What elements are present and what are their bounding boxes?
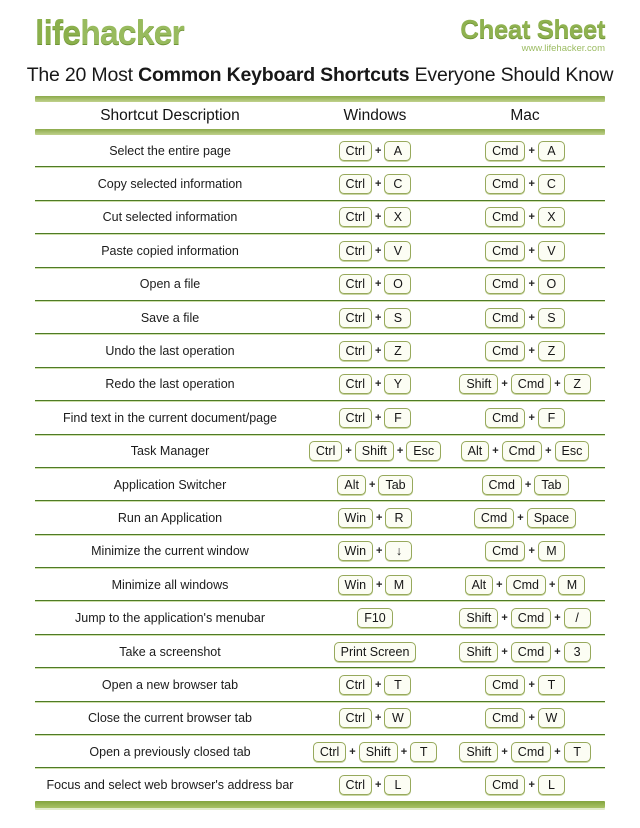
key-cap: Cmd xyxy=(485,274,525,294)
windows-keys xyxy=(305,308,445,328)
windows-keys xyxy=(305,374,445,394)
key-cap: Cmd xyxy=(485,541,525,561)
table-row xyxy=(35,669,605,700)
key-cap: Shift xyxy=(359,742,398,762)
table-bottom-bar xyxy=(35,801,605,808)
plus-separator: + xyxy=(375,678,382,691)
plus-separator: + xyxy=(396,445,404,458)
plus-separator: + xyxy=(554,612,561,625)
shortcut-description: Redo the last operation xyxy=(105,377,235,392)
plus-separator: + xyxy=(501,378,508,391)
mac-keys xyxy=(445,775,605,795)
key-cap: Cmd xyxy=(506,575,546,595)
key-cap: T xyxy=(410,742,437,762)
table-row xyxy=(35,269,605,300)
plus-separator: + xyxy=(375,211,382,224)
shortcut-description: Open a file xyxy=(139,277,201,292)
shortcut-description: Paste copied information xyxy=(101,243,239,258)
key-cap: Ctrl xyxy=(339,308,372,328)
table-row xyxy=(35,636,605,667)
key-cap: Cmd xyxy=(511,642,551,662)
shortcut-description: Task Manager xyxy=(130,444,210,459)
column-header-mac: Mac xyxy=(510,106,540,124)
mac-keys xyxy=(445,508,605,528)
shortcut-description: Focus and select web browser's address bar xyxy=(46,778,294,793)
mac-keys xyxy=(445,541,605,561)
mac-keys xyxy=(445,742,605,762)
mac-keys xyxy=(445,408,605,428)
key-cap: Alt xyxy=(465,575,494,595)
key-cap: Shift xyxy=(459,642,498,662)
key-cap: Cmd xyxy=(511,608,551,628)
plus-separator: + xyxy=(375,411,382,424)
table-row xyxy=(35,369,605,400)
windows-keys xyxy=(305,341,445,361)
key-cap: Tab xyxy=(378,475,412,495)
mac-keys xyxy=(445,274,605,294)
key-cap: L xyxy=(384,775,411,795)
mac-keys xyxy=(445,708,605,728)
plus-separator: + xyxy=(376,511,383,524)
windows-keys xyxy=(305,141,445,161)
key-cap: Cmd xyxy=(485,408,525,428)
mac-keys xyxy=(445,642,605,662)
shortcut-description: Cut selected information xyxy=(102,210,238,225)
key-cap: Ctrl xyxy=(339,274,372,294)
key-cap: Esc xyxy=(406,441,441,461)
plus-separator: + xyxy=(528,779,535,792)
plus-separator: + xyxy=(496,578,503,591)
key-cap: Ctrl xyxy=(339,174,372,194)
plus-separator: + xyxy=(528,144,535,157)
key-cap: 3 xyxy=(564,642,591,662)
table-row xyxy=(35,769,605,800)
key-cap: M xyxy=(385,575,412,595)
table-row xyxy=(35,335,605,366)
plus-separator: + xyxy=(375,144,382,157)
windows-keys xyxy=(305,575,445,595)
table-row xyxy=(35,135,605,166)
key-cap: Ctrl xyxy=(339,341,372,361)
plus-separator: + xyxy=(501,645,508,658)
shortcut-description: Copy selected information xyxy=(97,177,243,192)
key-cap: Shift xyxy=(355,441,394,461)
windows-keys xyxy=(305,775,445,795)
key-cap: Cmd xyxy=(485,775,525,795)
key-cap: T xyxy=(538,675,565,695)
key-cap: Z xyxy=(538,341,565,361)
badge-title: Cheat Sheet xyxy=(460,14,605,44)
mac-keys xyxy=(445,374,605,394)
key-cap: Cmd xyxy=(485,207,525,227)
plus-separator: + xyxy=(375,278,382,291)
shortcut-description: Run an Application xyxy=(117,510,223,525)
title-suffix: Everyone Should Know xyxy=(409,64,614,86)
windows-keys xyxy=(305,642,445,662)
title-prefix: The 20 Most xyxy=(26,64,139,86)
table-row xyxy=(35,703,605,734)
plus-separator: + xyxy=(376,578,383,591)
windows-keys xyxy=(305,441,445,461)
plus-separator: + xyxy=(554,378,561,391)
windows-keys xyxy=(305,541,445,561)
plus-separator: + xyxy=(528,278,535,291)
key-cap: X xyxy=(538,207,565,227)
plus-separator: + xyxy=(554,645,561,658)
mac-keys xyxy=(445,207,605,227)
column-header-windows: Windows xyxy=(343,106,407,124)
windows-keys xyxy=(305,475,445,495)
plus-separator: + xyxy=(375,178,382,191)
key-cap: F xyxy=(384,408,411,428)
plus-separator: + xyxy=(549,578,556,591)
plus-separator: + xyxy=(375,712,382,725)
key-cap: Cmd xyxy=(485,308,525,328)
key-cap: Tab xyxy=(534,475,568,495)
plus-separator: + xyxy=(545,445,552,458)
key-cap: Y xyxy=(384,374,411,394)
key-cap: Cmd xyxy=(485,708,525,728)
title-bold: Common Keyboard Shortcuts xyxy=(138,64,410,86)
table-row xyxy=(35,235,605,266)
shortcut-description: Open a new browser tab xyxy=(101,677,239,692)
shortcut-description: Undo the last operation xyxy=(105,344,235,359)
key-cap: Cmd xyxy=(511,742,551,762)
key-cap: R xyxy=(385,508,412,528)
table-header-row xyxy=(35,102,605,129)
key-cap: Space xyxy=(527,508,576,528)
table-row xyxy=(35,469,605,500)
mac-keys xyxy=(445,341,605,361)
plus-separator: + xyxy=(345,445,352,458)
key-cap: Shift xyxy=(459,742,498,762)
shortcut-description: Select the entire page xyxy=(109,143,231,158)
key-cap: Ctrl xyxy=(339,141,372,161)
shortcut-description: Minimize the current window xyxy=(91,544,249,559)
plus-separator: + xyxy=(376,545,383,558)
key-cap: Cmd xyxy=(482,475,522,495)
plus-separator: + xyxy=(528,545,535,558)
windows-keys xyxy=(305,241,445,261)
key-cap: Ctrl xyxy=(309,441,342,461)
key-cap: Ctrl xyxy=(339,241,372,261)
key-cap: V xyxy=(538,241,565,261)
plus-separator: + xyxy=(554,745,561,758)
key-cap: Ctrl xyxy=(313,742,346,762)
key-cap: Cmd xyxy=(485,341,525,361)
windows-keys xyxy=(305,508,445,528)
mac-keys xyxy=(445,174,605,194)
key-cap: Ctrl xyxy=(339,775,372,795)
table-row xyxy=(35,502,605,533)
cheat-sheet-badge xyxy=(460,16,605,54)
plus-separator: + xyxy=(528,178,535,191)
plus-separator: + xyxy=(528,311,535,324)
key-cap: W xyxy=(538,708,565,728)
windows-keys xyxy=(305,274,445,294)
mac-keys xyxy=(445,141,605,161)
key-cap: Cmd xyxy=(485,141,525,161)
page-title xyxy=(0,62,640,88)
key-cap: Z xyxy=(384,341,411,361)
key-cap: C xyxy=(538,174,565,194)
key-cap: M xyxy=(538,541,565,561)
key-cap: Cmd xyxy=(485,241,525,261)
mac-keys xyxy=(445,608,605,628)
table-row xyxy=(35,536,605,567)
plus-separator: + xyxy=(528,211,535,224)
table-body xyxy=(35,135,605,801)
windows-keys xyxy=(305,742,445,762)
mac-keys xyxy=(445,441,605,461)
plus-separator: + xyxy=(375,779,382,792)
key-cap: L xyxy=(538,775,565,795)
key-cap: Cmd xyxy=(485,174,525,194)
key-cap: S xyxy=(384,308,411,328)
key-cap: O xyxy=(384,274,411,294)
table-row xyxy=(35,402,605,433)
windows-keys xyxy=(305,675,445,695)
mac-keys xyxy=(445,241,605,261)
key-cap: S xyxy=(538,308,565,328)
plus-separator: + xyxy=(375,244,382,257)
shortcut-description: Minimize all windows xyxy=(111,577,229,592)
plus-separator: + xyxy=(528,678,535,691)
plus-separator: + xyxy=(400,745,408,758)
table-row xyxy=(35,569,605,600)
mac-keys xyxy=(445,675,605,695)
plus-separator: + xyxy=(501,612,508,625)
windows-keys xyxy=(305,708,445,728)
key-cap: Z xyxy=(564,374,591,394)
shortcut-description: Find text in the current document/page xyxy=(62,410,277,425)
key-cap: A xyxy=(384,141,411,161)
key-cap: Shift xyxy=(459,608,498,628)
key-cap: Cmd xyxy=(474,508,514,528)
plus-separator: + xyxy=(528,712,535,725)
key-cap: X xyxy=(384,207,411,227)
plus-separator: + xyxy=(375,378,382,391)
key-cap: A xyxy=(538,141,565,161)
key-cap: Cmd xyxy=(502,441,542,461)
key-cap: F10 xyxy=(357,608,393,628)
plus-separator: + xyxy=(501,745,508,758)
key-cap: T xyxy=(564,742,591,762)
table-row xyxy=(35,202,605,233)
key-cap: Win xyxy=(338,541,374,561)
key-cap: Win xyxy=(338,508,374,528)
windows-keys xyxy=(305,207,445,227)
key-cap: V xyxy=(384,241,411,261)
plus-separator: + xyxy=(369,478,376,491)
key-cap: / xyxy=(564,608,591,628)
key-cap: W xyxy=(384,708,411,728)
key-cap: T xyxy=(384,675,411,695)
key-cap: Win xyxy=(338,575,374,595)
logo-life-text: life xyxy=(35,14,81,52)
plus-separator: + xyxy=(517,511,524,524)
table-row xyxy=(35,302,605,333)
key-cap: Ctrl xyxy=(339,675,372,695)
plus-separator: + xyxy=(528,244,535,257)
mac-keys xyxy=(445,575,605,595)
column-header-description: Shortcut Description xyxy=(100,106,240,124)
windows-keys xyxy=(305,174,445,194)
key-cap: Print Screen xyxy=(334,642,417,662)
key-cap: F xyxy=(538,408,565,428)
plus-separator: + xyxy=(492,445,499,458)
table-row xyxy=(35,736,605,767)
logo-hacker-text: hacker xyxy=(80,14,184,52)
mac-keys xyxy=(445,475,605,495)
key-cap: Cmd xyxy=(511,374,551,394)
key-cap: Shift xyxy=(459,374,498,394)
lifehacker-logo xyxy=(35,14,184,52)
key-cap: Cmd xyxy=(485,675,525,695)
key-cap: C xyxy=(384,174,411,194)
table-row xyxy=(35,436,605,467)
windows-keys xyxy=(305,608,445,628)
key-cap: O xyxy=(538,274,565,294)
shortcut-description: Open a previously closed tab xyxy=(89,744,251,759)
table-row xyxy=(35,602,605,633)
plus-separator: + xyxy=(349,745,356,758)
windows-keys xyxy=(305,408,445,428)
shortcut-description: Take a screenshot xyxy=(119,644,221,659)
plus-separator: + xyxy=(524,478,532,491)
key-cap: Esc xyxy=(555,441,590,461)
table-row xyxy=(35,168,605,199)
key-cap: M xyxy=(558,575,585,595)
key-cap: Ctrl xyxy=(339,408,372,428)
plus-separator: + xyxy=(528,345,535,358)
shortcuts-table xyxy=(35,96,605,808)
shortcut-description: Jump to the application's menubar xyxy=(75,611,265,626)
key-cap: Alt xyxy=(337,475,366,495)
shortcut-description: Save a file xyxy=(140,310,200,325)
masthead xyxy=(35,14,605,62)
shortcut-description: Application Switcher xyxy=(113,477,227,492)
key-cap: Alt xyxy=(461,441,490,461)
key-cap: Ctrl xyxy=(339,374,372,394)
shortcut-description: Close the current browser tab xyxy=(88,711,252,726)
key-cap: Ctrl xyxy=(339,207,372,227)
mac-keys xyxy=(445,308,605,328)
badge-url: www.lifehacker.com xyxy=(521,43,605,54)
key-cap: ↓ xyxy=(385,541,412,561)
plus-separator: + xyxy=(528,411,535,424)
plus-separator: + xyxy=(375,345,382,358)
key-cap: Ctrl xyxy=(339,708,372,728)
plus-separator: + xyxy=(375,311,382,324)
